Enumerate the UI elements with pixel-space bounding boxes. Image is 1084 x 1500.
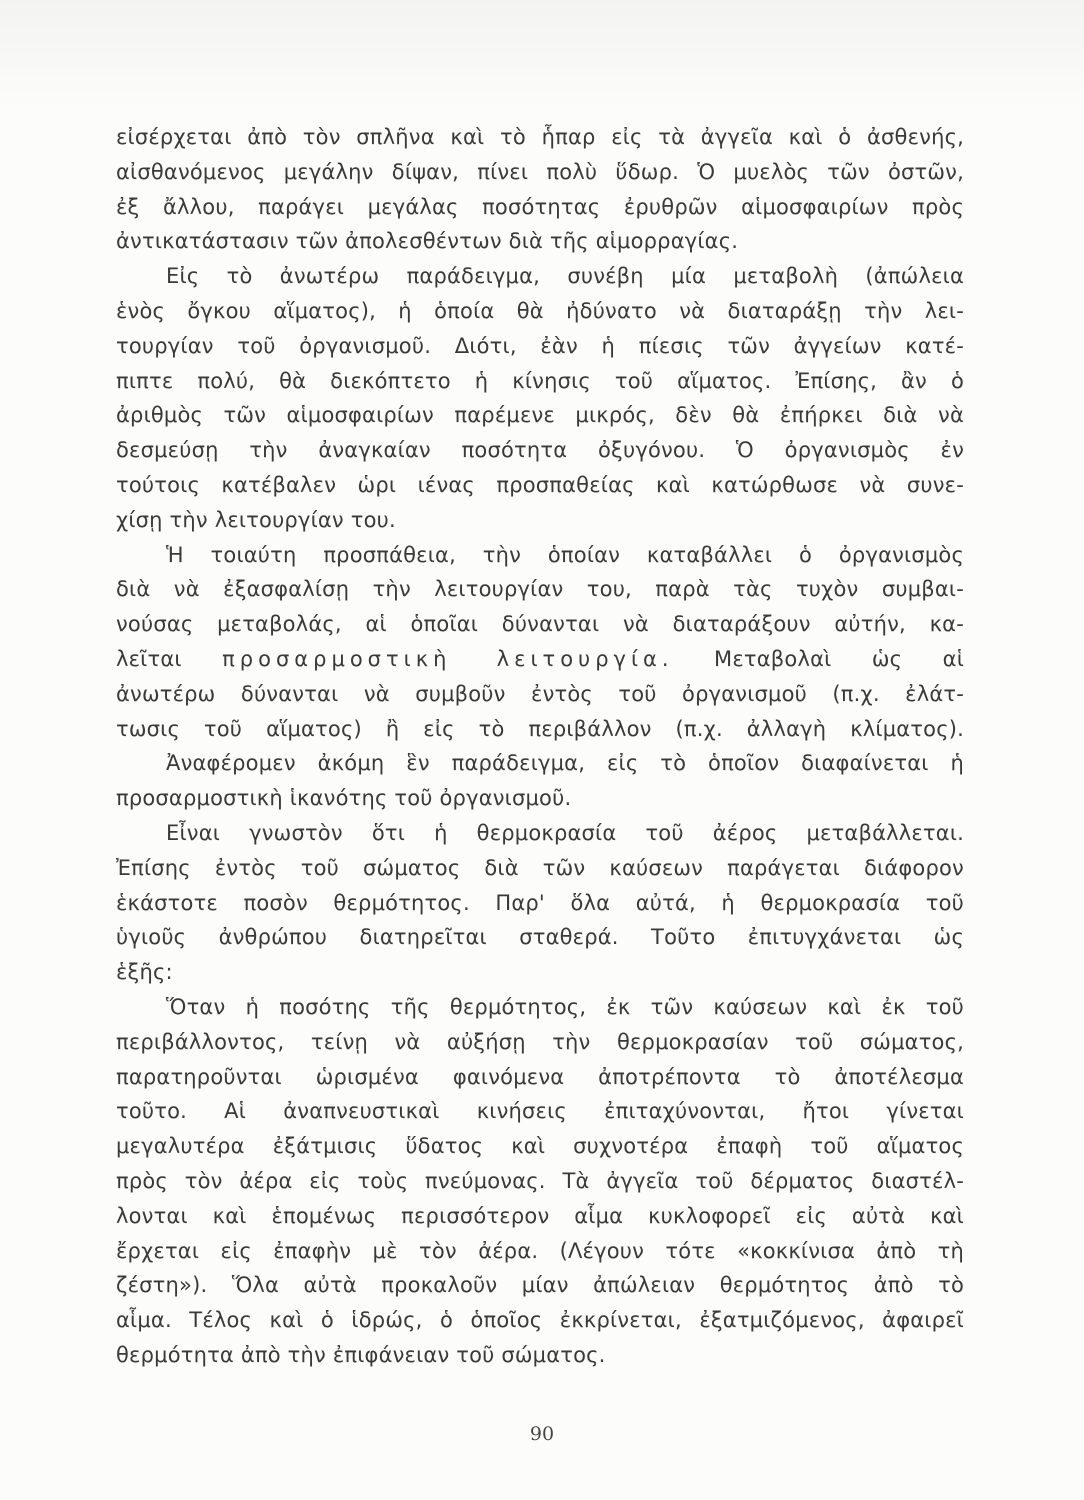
- text-line: Ὅταν ἡ ποσότης τῆς θερμότητος, ἐκ τῶν καύσεων καὶ ἐκ τοῦ: [166, 994, 964, 1019]
- text-line: ἀντικατάστασιν τῶν ἀπολεσθέντων διὰ τῆς αἱμορραγίας.: [116, 229, 739, 254]
- text-line: ἑξῆς:: [116, 960, 173, 985]
- text-line: θερμότητα ἀπὸ τὴν ἐπιφάνειαν τοῦ σώματος.: [116, 1342, 606, 1367]
- text-line: Ἐπίσης ἐντὸς τοῦ σώματος διὰ τῶν καύσεων παράγεται διάφορον: [116, 855, 964, 880]
- text-line: τούτοις κατέβαλεν ὡρι ιένας προσπαθείας καὶ κατώρθωσε νὰ συνε-: [116, 472, 964, 497]
- text-line: περιβάλλοντος, τείνῃ νὰ αὐξήσῃ τὴν θερμοκρασίαν τοῦ σώματος,: [116, 1029, 964, 1054]
- show-through-shadow: [0, 0, 1084, 110]
- text-line: διὰ νὰ ἐξασφαλίσῃ τὴν λειτουργίαν του, παρὰ τὰς τυχὸν συμβαι-: [116, 577, 964, 602]
- text-line: αἰσθανόμενος μεγάλην δίψαν, πίνει πολὺ ὕδωρ. Ὁ μυελὸς τῶν ὀστῶν,: [116, 159, 964, 184]
- text-line: Ἡ τοιαύτη προσπάθεια, τὴν ὁποίαν καταβάλλει ὁ ὀργανισμὸς: [166, 542, 964, 567]
- text-line: πιπτε πολύ, θὰ διεκόπτετο ἡ κίνησις τοῦ αἵματος. Ἐπίσης, ἂν ὁ: [116, 368, 964, 393]
- text-line: προσαρμοστικὴ ἱκανότης τοῦ ὀργανισμοῦ.: [116, 786, 572, 811]
- text-line: ἐξ ἄλλου, παράγει μεγάλας ποσότητας ἐρυθρῶν αἱμοσφαιρίων πρὸς: [116, 194, 964, 219]
- text-line: δεσμεύσῃ τὴν ἀναγκαίαν ποσότητα ὀξυγόνου. Ὁ ὀργανισμὸς ἐν: [116, 438, 964, 463]
- text-line: μεγαλυτέρα ἐξάτμισις ὕδατος καὶ συχνοτέρα ἐπαφὴ τοῦ αἵματος: [116, 1134, 964, 1159]
- text-line: νούσας μεταβολάς, αἱ ὁποῖαι δύνανται νὰ διαταράξουν αὐτήν, κα-: [116, 612, 964, 637]
- page-number: 90: [529, 1423, 555, 1445]
- text-line: τουργίαν τοῦ ὀργανισμοῦ. Διότι, ἐὰν ἡ πίεσις τῶν ἀγγείων κατέ-: [116, 333, 964, 358]
- text-line: χίσῃ τὴν λειτουργίαν του.: [116, 507, 396, 532]
- text-line: ἀριθμὸς τῶν αἱμοσφαιρίων παρέμενε μικρός, δὲν θὰ ἐπήρκει διὰ νὰ: [116, 403, 964, 428]
- text-line: ζέστη»). Ὅλα αὐτὰ προκαλοῦν μίαν ἀπώλειαν θερμότητος ἀπὸ τὸ: [116, 1273, 964, 1298]
- text-line: πρὸς τὸν ἀέρα εἰς τοὺς πνεύμονας. Τὰ ἀγγεῖα τοῦ δέρματος διαστέλ-: [116, 1168, 964, 1193]
- text-line: Εἶναι γνωστὸν ὅτι ἡ θερμοκρασία τοῦ ἀέρος μεταβάλλεται.: [166, 820, 964, 845]
- text-line: εἰσέρχεται ἀπὸ τὸν σπλῆνα καὶ τὸ ἧπαρ εἰς τὰ ἀγγεῖα καὶ ὁ ἀσθενής,: [116, 125, 964, 149]
- text-line: τωσις τοῦ αἵματος) ἢ εἰς τὸ περιβάλλον (π.χ. ἀλλαγὴ κλίματος).: [116, 716, 964, 741]
- text-fragment: Μεταβολαὶ ὡς αἱ: [714, 646, 964, 671]
- body-text: [116, 120, 964, 1373]
- text-fragment: λεῖται: [116, 646, 182, 671]
- text-line: λονται καὶ ἑπομένως περισσότερον αἷμα κυκλοφορεῖ εἰς αὐτὰ καὶ: [116, 1203, 964, 1228]
- text-line: ἑκάστοτε ποσὸν θερμότητος. Παρ' ὅλα αὐτά, ἡ θερμοκρασία τοῦ: [116, 890, 964, 915]
- text-line: τοῦτο. Αἱ ἀναπνευστικαὶ κινήσεις ἐπιταχύνονται, ἤτοι γίνεται: [116, 1099, 964, 1124]
- emphasis-line: [116, 642, 964, 677]
- text-line: Εἰς τὸ ἀνωτέρω παράδειγμα, συνέβη μία μεταβολὴ (ἀπώλεια: [166, 264, 964, 289]
- text-line: Ἀναφέρομεν ἀκόμη ἓν παράδειγμα, εἰς τὸ ὁποῖον διαφαίνεται ἡ: [166, 751, 964, 776]
- text-line: παρατηροῦνται ὡρισμένα φαινόμενα ἀποτρέποντα τὸ ἀποτέλεσμα: [116, 1064, 964, 1089]
- text-line: αἷμα. Τέλος καὶ ὁ ἱδρώς, ὁ ὁποῖος ἐκκρίνεται, ἐξατμιζόμενος, ἀφαιρεῖ: [116, 1308, 964, 1333]
- text-line: ἔρχεται εἰς ἐπαφὴν μὲ τὸν ἀέρα. (Λέγουν τότε «κοκκίνισα ἀπὸ τὴ: [116, 1238, 964, 1263]
- text-line: ἀνωτέρω δύνανται νὰ συμβοῦν ἐντὸς τοῦ ὀργανισμοῦ (π.χ. ἐλάτ-: [116, 681, 964, 706]
- emphasized-term: προσαρμοστικὴ λειτουργία.: [222, 646, 674, 671]
- text-line: ὑγιοῦς ἀνθρώπου διατηρεῖται σταθερά. Τοῦτο ἐπιτυγχάνεται ὡς: [116, 925, 964, 950]
- text-line: ἑνὸς ὄγκου αἵματος), ἡ ὁποία θὰ ἠδύνατο νὰ διαταράξῃ τὴν λει-: [116, 298, 964, 323]
